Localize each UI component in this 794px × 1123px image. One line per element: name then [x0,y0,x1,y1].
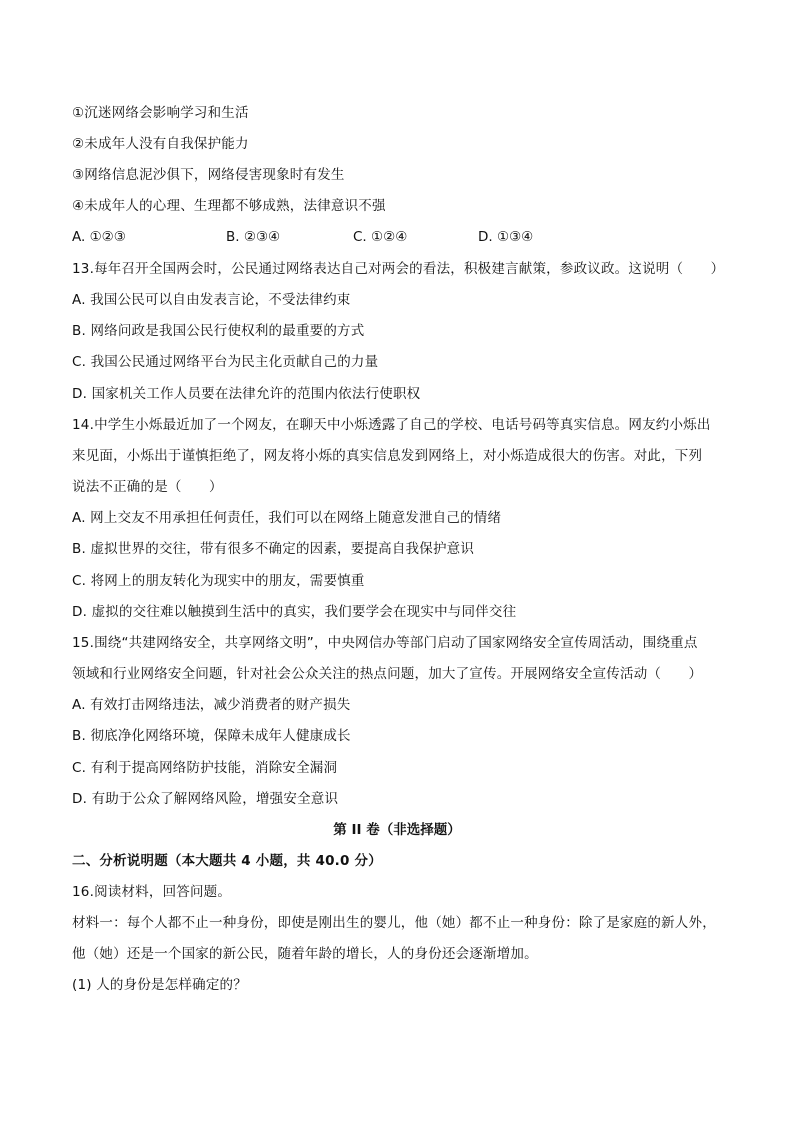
q14-option-a: A. 网上交友不用承担任何责任，我们可以在网络上随意发泄自己的情绪 [72,510,502,526]
q15-option-c: C. 有利于提高网络防护技能，消除安全漏洞 [72,760,338,776]
q14-option-d: D. 虚拟的交往难以触摸到生活中的真实，我们要学会在现实中与同伴交往 [72,604,517,620]
q12-option-b: B. ②③④ [226,229,281,245]
q12-option-a: A. ①②③ [72,229,126,245]
q15-option-d: D. 有助于公众了解网络风险，增强安全意识 [72,791,339,807]
q12-item-2: ②未成年人没有自我保护能力 [72,136,249,152]
q13-stem: 13.每年召开全国两会时，公民通过网络表达自己对两会的看法，积极建言献策，参政议政。这说明（ ） [72,261,725,277]
q15-option-a: A. 有效打击网络违法，减少消费者的财产损失 [72,697,351,713]
q16-material-line-2: 他（她）还是一个国家的新公民，随着年龄的增长，人的身份还会逐渐增加。 [72,946,538,962]
q16-material-line-1: 材料一：每个人都不止一种身份，即使是刚出生的婴儿，他（她）都不止一种身份：除了是家庭的新人外， [72,915,716,931]
q13-option-a: A. 我国公民可以自由发表言论，不受法律约束 [72,292,351,308]
q14-option-b: B. 虚拟世界的交往，带有很多不确定的因素，要提高自我保护意识 [72,541,475,557]
q13-option-b: B. 网络问政是我国公民行使权利的最重要的方式 [72,323,365,339]
section-2-title: 第 II 卷（非选择题） [333,822,461,838]
q13-option-c: C. 我国公民通过网络平台为民主化贡献自己的力量 [72,354,379,370]
section-2-heading: 二、分析说明题（本大题共 4 小题，共 40.0 分） [72,853,382,869]
q14-option-c: C. 将网上的朋友转化为现实中的朋友，需要慎重 [72,573,365,589]
q14-stem-line-3: 说法不正确的是（ ） [72,479,223,495]
q15-option-b: B. 彻底净化网络环境，保障未成年人健康成长 [72,728,351,744]
q12-option-d: D. ①③④ [478,229,534,245]
q14-stem-line-1: 14.中学生小烁最近加了一个网友，在聊天中小烁透露了自己的学校、电话号码等真实信息。网友约小烁出 [72,417,711,433]
q16-subquestion-1: (1) 人的身份是怎样确定的？ [72,977,247,993]
q12-item-3: ③网络信息泥沙俱下，网络侵害现象时有发生 [72,167,345,183]
q12-item-4: ④未成年人的心理、生理都不够成熟，法律意识不强 [72,198,386,214]
q12-option-c: C. ①②④ [353,229,408,245]
q12-item-1: ①沉迷网络会影响学习和生活 [72,105,249,121]
q15-stem-line-1: 15.围绕“共建网络安全，共享网络文明”，中央网信办等部门启动了国家网络安全宣传周活动，围绕重点 [72,635,698,651]
q14-stem-line-2: 来见面，小烁出于谨慎拒绝了，网友将小烁的真实信息发到网络上，对小烁造成很大的伤害。对此，下列 [72,448,703,464]
q15-stem-line-2: 领域和行业网络安全问题，针对社会公众关注的热点问题，加大了宣传。开展网络安全宣传活动（ ） [72,666,703,682]
q16-stem: 16.阅读材料，回答问题。 [72,884,232,900]
q13-option-d: D. 国家机关工作人员要在法律允许的范围内依法行使职权 [72,386,421,402]
